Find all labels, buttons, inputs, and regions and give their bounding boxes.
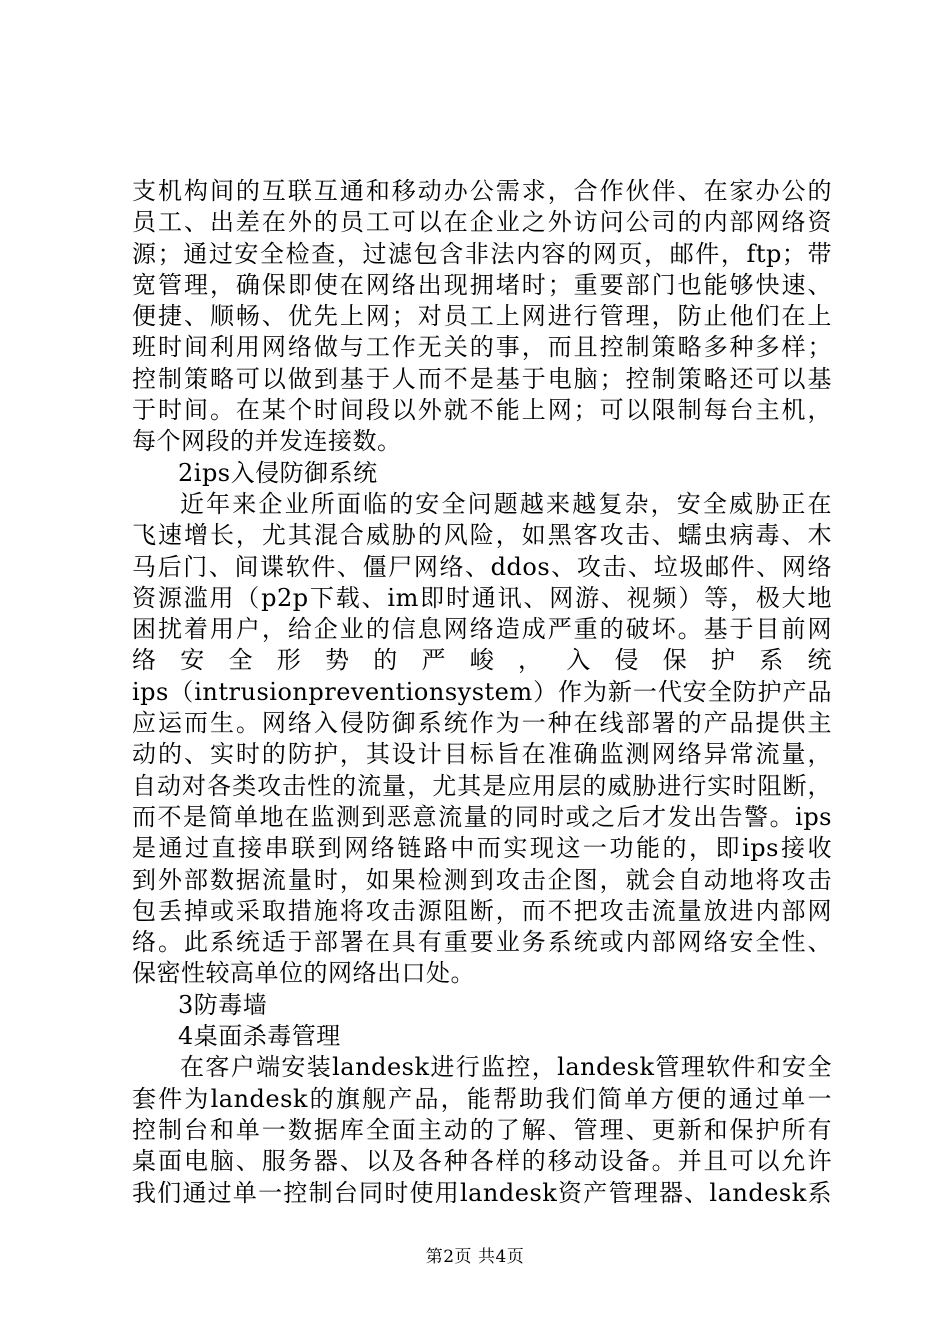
body-line: 马后门、间谍软件、僵尸网络、ddos、攻击、垃圾邮件、网络 — [132, 552, 832, 581]
page-number-footer: 第2页 共4页 — [425, 1247, 525, 1267]
body-line: 控制台和单一数据库全面主动的了解、管理、更新和保护所有 — [132, 1115, 832, 1144]
body-line: 我们通过单一控制台同时使用landesk资产管理器、landesk系 — [132, 1178, 832, 1207]
body-line: 飞速增长，尤其混合威胁的风险，如黑客攻击、蠕虫病毒、木 — [132, 521, 832, 550]
body-line: 而不是简单地在监测到恶意流量的同时或之后才发出告警。ips — [132, 802, 832, 831]
body-line: 每个网段的并发连接数。 — [132, 427, 402, 456]
body-line: 动的、实时的防护，其设计目标旨在准确监测网络异常流量， — [132, 740, 832, 769]
body-line: 近年来企业所面临的安全问题越来越复杂，安全威胁正在 — [180, 489, 832, 518]
body-line: 控制策略可以做到基于人而不是基于电脑；控制策略还可以基 — [132, 364, 832, 393]
body-line: 络。此系统适于部署在具有重要业务系统或内部网络安全性、 — [132, 928, 832, 957]
body-line: 源；通过安全检查，过滤包含非法内容的网页，邮件，ftp；带 — [132, 239, 832, 268]
body-line: 宽管理，确保即使在网络出现拥堵时；重要部门也能够快速、 — [132, 270, 832, 299]
section-heading: 4桌面杀毒管理 — [178, 1022, 341, 1051]
body-line: 络 安 全 形 势 的 严 峻 ， 入 侵 保 护 系 统 — [132, 646, 832, 675]
body-line: 自动对各类攻击性的流量，尤其是应用层的威胁进行实时阻断， — [132, 771, 832, 800]
body-line: 资源滥用（p2p下载、im即时通讯、网游、视频）等，极大地 — [132, 583, 832, 612]
body-line: 于时间。在某个时间段以外就不能上网；可以限制每台主机， — [132, 396, 832, 425]
body-line: 应运而生。网络入侵防御系统作为一种在线部署的产品提供主 — [132, 709, 832, 738]
body-line: ips（intrusionpreventionsystem）作为新一代安全防护产品 — [132, 677, 832, 706]
body-line: 到外部数据流量时，如果检测到攻击企图，就会自动地将攻击 — [132, 865, 832, 894]
body-line: 员工、出差在外的员工可以在企业之外访问公司的内部网络资 — [132, 208, 832, 237]
body-line: 包丢掉或采取措施将攻击源阻断，而不把攻击流量放进内部网 — [132, 896, 832, 925]
body-line: 套件为landesk的旗舰产品，能帮助我们简单方便的通过单一 — [132, 1084, 832, 1113]
document-body — [132, 176, 832, 1209]
section-heading: 3防毒墙 — [178, 990, 268, 1019]
section-heading: 2ips入侵防御系统 — [178, 458, 378, 487]
body-line: 便捷、顺畅、优先上网；对员工上网进行管理，防止他们在上 — [132, 302, 832, 331]
body-line: 是通过直接串联到网络链路中而实现这一功能的，即ips接收 — [132, 834, 832, 863]
body-line: 桌面电脑、服务器、以及各种各样的移动设备。并且可以允许 — [132, 1147, 832, 1176]
body-line: 支机构间的互联互通和移动办公需求，合作伙伴、在家办公的 — [132, 177, 832, 205]
body-line: 班时间利用网络做与工作无关的事，而且控制策略多种多样； — [132, 333, 832, 362]
body-line: 困扰着用户，给企业的信息网络造成严重的破坏。基于目前网 — [132, 615, 832, 644]
body-line: 在客户端安装landesk进行监控，landesk管理软件和安全 — [180, 1053, 832, 1082]
body-line: 保密性较高单位的网络出口处。 — [132, 959, 475, 988]
